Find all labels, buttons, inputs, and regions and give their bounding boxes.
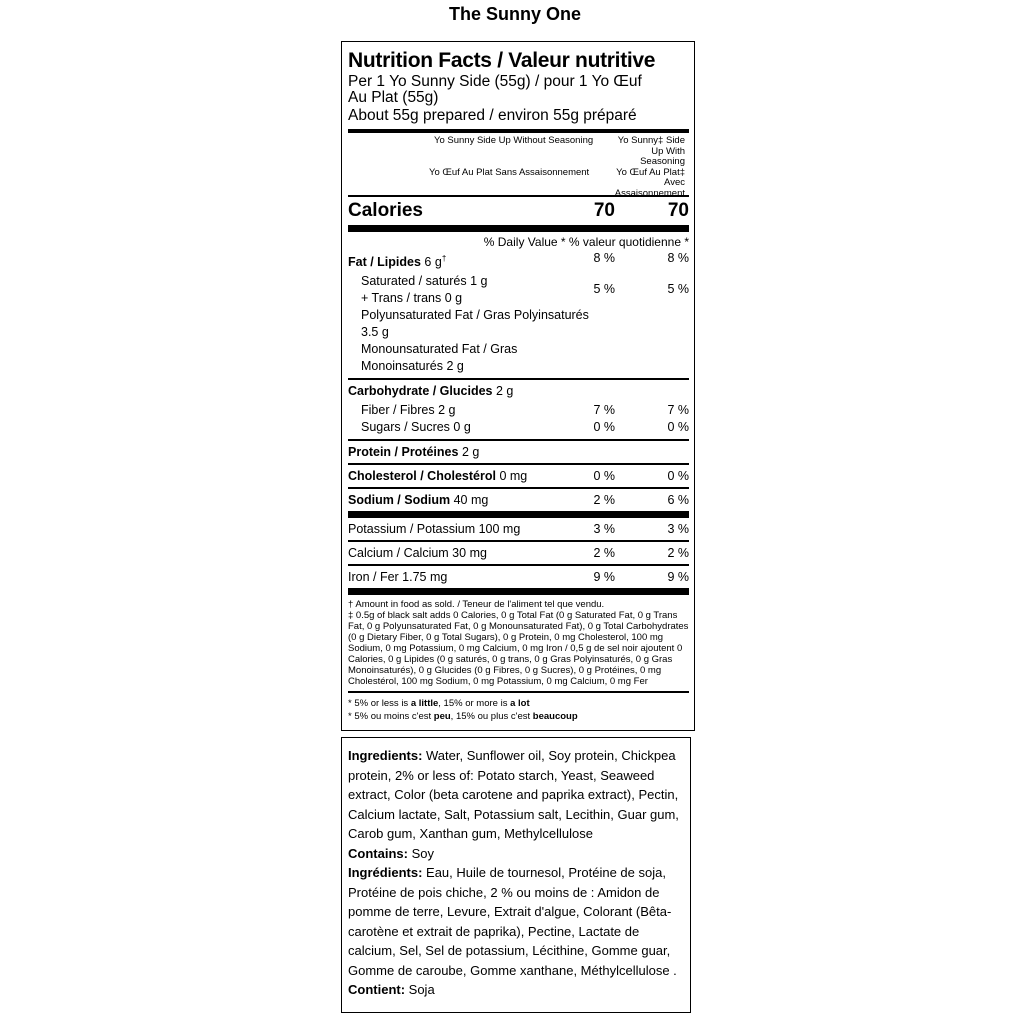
fat-amount: 6 g xyxy=(424,255,442,270)
protein-row xyxy=(348,441,689,463)
calories-value-2: 70 xyxy=(667,200,689,221)
fiber-dv-1: 7 % xyxy=(593,403,615,418)
iron-row xyxy=(348,566,689,588)
cholesterol-dv-1: 0 % xyxy=(593,469,615,484)
serving-size xyxy=(348,74,689,106)
ingredients-fr-text: Eau, Huile de tournesol, Protéine de soja, Protéine de pois chiche, 2 % ou moins de : Amidon de pomme de terre, Levure, Extrait d'algue, Colorant (Bêta-carotène et extrait de paprika), Pectine, Lactate de calcium, Sel, Sel de potassium, Lécithine, Gomme guar, Gomme de caroube, Gomme xanthane, Méthylcellulose . xyxy=(348,865,677,978)
saturated-label: Saturated / saturés 1 g xyxy=(361,274,488,289)
fat-dagger: † xyxy=(441,254,447,263)
contains-label: Contains: xyxy=(348,845,408,861)
dv-note-fr-bold-1: peu xyxy=(433,711,451,723)
contient-label: Contient: xyxy=(348,982,406,997)
daily-value-notes xyxy=(348,693,689,723)
nutrition-facts-panel xyxy=(341,41,695,731)
calcium-label: Calcium / Calcium 30 mg xyxy=(348,546,487,561)
fiber-dv-2: 7 % xyxy=(667,403,689,418)
dv-note-fr-mid: , 15% ou plus c'est xyxy=(450,711,533,723)
column-2-header-en: Yo Sunny‡ Side Up With Seasoning xyxy=(617,135,685,167)
monounsaturated-label xyxy=(361,341,689,375)
iron-dv-1: 9 % xyxy=(593,570,615,585)
sodium-row xyxy=(348,489,689,511)
column-1-header-en: Yo Sunny Side Up Without Seasoning xyxy=(434,135,594,146)
dv-note-fr-pre: * 5% ou moins c'est xyxy=(348,711,434,723)
saturated-trans-row xyxy=(348,271,689,307)
ingredients-en-label: Ingredients: xyxy=(348,748,423,763)
calcium-dv-2: 2 % xyxy=(667,546,689,561)
footnotes xyxy=(348,595,689,687)
cholesterol-row xyxy=(348,465,689,487)
fiber-label: Fiber / Fibres 2 g xyxy=(361,403,456,418)
potassium-dv-1: 3 % xyxy=(593,522,615,537)
ingredients-en xyxy=(348,746,685,844)
dv-note-fr xyxy=(348,710,689,723)
dv-note-fr-bold-2: beaucoup xyxy=(532,711,578,723)
dv-note-en-bold-1: a little xyxy=(410,698,439,710)
sodium-dv-2: 6 % xyxy=(667,493,689,508)
potassium-label: Potassium / Potassium 100 mg xyxy=(348,522,521,537)
polyunsaturated-label xyxy=(361,307,689,341)
potassium-dv-2: 3 % xyxy=(667,522,689,537)
fat-dv-2: 8 % xyxy=(667,251,689,265)
contains-text: Soy xyxy=(407,845,434,861)
protein-label: Protein / Protéines xyxy=(348,445,459,460)
fat-dv-1: 8 % xyxy=(593,251,615,265)
sugars-row xyxy=(348,419,689,439)
divider xyxy=(348,225,689,232)
calcium-dv-1: 2 % xyxy=(593,546,615,561)
protein-amount: 2 g xyxy=(461,445,480,460)
product-title: The Sunny One xyxy=(448,4,581,24)
column-headers xyxy=(348,133,689,199)
sodium-amount: 40 mg xyxy=(453,493,489,508)
dv-note-en-mid: , 15% or more is xyxy=(438,698,511,710)
contains-en xyxy=(348,844,685,864)
footnote-dagger: † Amount in food as sold. / Teneur de l'aliment tel que vendu. xyxy=(348,599,605,611)
iron-dv-2: 9 % xyxy=(667,570,689,585)
calories-value-1: 70 xyxy=(593,200,615,221)
cholesterol-label: Cholesterol / Cholestérol xyxy=(348,469,496,484)
ingredients-fr-label: Ingrédients: xyxy=(348,865,423,880)
footnote-double-dagger: ‡ 0.5g of black salt adds 0 Calories, 0 g Total Fat (0 g Saturated Fat, 0 g Trans Fat, 0 g Polyunsaturated Fat, 0 g Monounsaturated Fat), 0 g Total Carbohydrates (0 g Dietary Fiber, 0 g Total Sugars), 0 g Protein, 0 mg Cholesterol, 100 mg Sodium, 0 mg Potassium, 0 mg Calcium, 0 mg Iron / 0,5 g de sel noir ajoutent 0 Calories, 0 g Lipides (0 g saturés, 0 g trans, 0 g Gras Polyinsaturés, 0 g Gras Monoinsaturés), 0 g Glucides (0 g Fibres, 0 g Sucres), 0 g Protéines, 0 mg Cholestérol, 100 mg Sodium, 0 mg Potassium, 0 mg Calcium, 0 mg Fer xyxy=(348,610,689,688)
dv-note-en-bold-2: a lot xyxy=(510,698,530,710)
cholesterol-label-wrap xyxy=(348,468,543,485)
monounsaturated-row xyxy=(348,341,689,378)
calcium-row xyxy=(348,542,689,564)
fat-row xyxy=(348,250,689,271)
fat-label-wrap xyxy=(348,250,543,271)
divider xyxy=(348,588,689,595)
sugars-label: Sugars / Sucres 0 g xyxy=(361,420,471,435)
prepared-amount: About 55g prepared / environ 55g préparé xyxy=(348,107,637,124)
sodium-dv-1: 2 % xyxy=(593,493,615,508)
sodium-label-wrap xyxy=(348,492,543,509)
calories-label: Calories xyxy=(348,200,423,221)
fat-label: Fat / Lipides xyxy=(348,255,421,270)
sugars-dv-1: 0 % xyxy=(593,420,615,435)
dv-note-en-pre: * 5% or less is xyxy=(348,698,411,710)
iron-label: Iron / Fer 1.75 mg xyxy=(348,570,448,585)
sodium-label: Sodium / Sodium xyxy=(348,493,451,508)
cholesterol-dv-2: 0 % xyxy=(667,469,689,484)
sugars-dv-2: 0 % xyxy=(667,420,689,435)
mono-line-1: Monounsaturated Fat / Gras xyxy=(361,342,518,357)
calories-row xyxy=(348,197,689,225)
trans-label: + Trans / trans 0 g xyxy=(361,291,463,306)
serving-line-2: Au Plat (55g) xyxy=(348,89,439,106)
ingredients-fr xyxy=(348,863,685,980)
polyunsaturated-row xyxy=(348,307,689,341)
dv-note-en xyxy=(348,697,689,710)
carbohydrate-row xyxy=(348,380,689,400)
ingredients-panel xyxy=(341,737,691,1013)
poly-line-1: Polyunsaturated Fat / Gras Polyinsaturés xyxy=(361,308,589,323)
column-1-header-fr: Yo Œuf Au Plat Sans Assaisonnement xyxy=(429,167,590,178)
ingredients-en-text: Water, Sunflower oil, Soy protein, Chickpea protein, 2% or less of: Potato starch, Yeast, Seaweed extract, Color (beta carotene and paprika extract), Pectin, Calcium lactate, Salt, Potassium salt, Lecithin, Guar gum, Carob gum, Xanthan gum, Methylcellulose xyxy=(348,748,679,841)
daily-value-header: % Daily Value * % valeur quotidienne * xyxy=(483,235,689,249)
mono-line-2: Monoinsaturés 2 g xyxy=(361,359,464,374)
divider xyxy=(348,511,689,518)
potassium-row xyxy=(348,518,689,540)
fiber-row xyxy=(348,400,689,419)
cholesterol-amount: 0 mg xyxy=(499,469,528,484)
column-2-header-fr: Yo Œuf Au Plat‡ Avec Assaisonnement xyxy=(614,166,685,199)
saturated-dv-1: 5 % xyxy=(593,282,615,297)
nutrition-heading: Nutrition Facts / Valeur nutritive xyxy=(348,49,656,72)
protein-label-wrap xyxy=(348,444,689,461)
contient-text: Soja xyxy=(405,982,435,997)
carb-label: Carbohydrate / Glucides xyxy=(348,384,493,399)
saturated-dv-2: 5 % xyxy=(667,282,689,297)
saturated-trans-label xyxy=(361,273,543,307)
carb-amount: 2 g xyxy=(495,384,514,399)
carb-label-wrap xyxy=(348,383,689,400)
contient-fr xyxy=(348,980,685,1000)
poly-line-2: 3.5 g xyxy=(361,325,389,340)
column-2-header xyxy=(610,136,685,199)
serving-line-1: Per 1 Yo Sunny Side (55g) / pour 1 Yo Œuf xyxy=(348,73,642,90)
